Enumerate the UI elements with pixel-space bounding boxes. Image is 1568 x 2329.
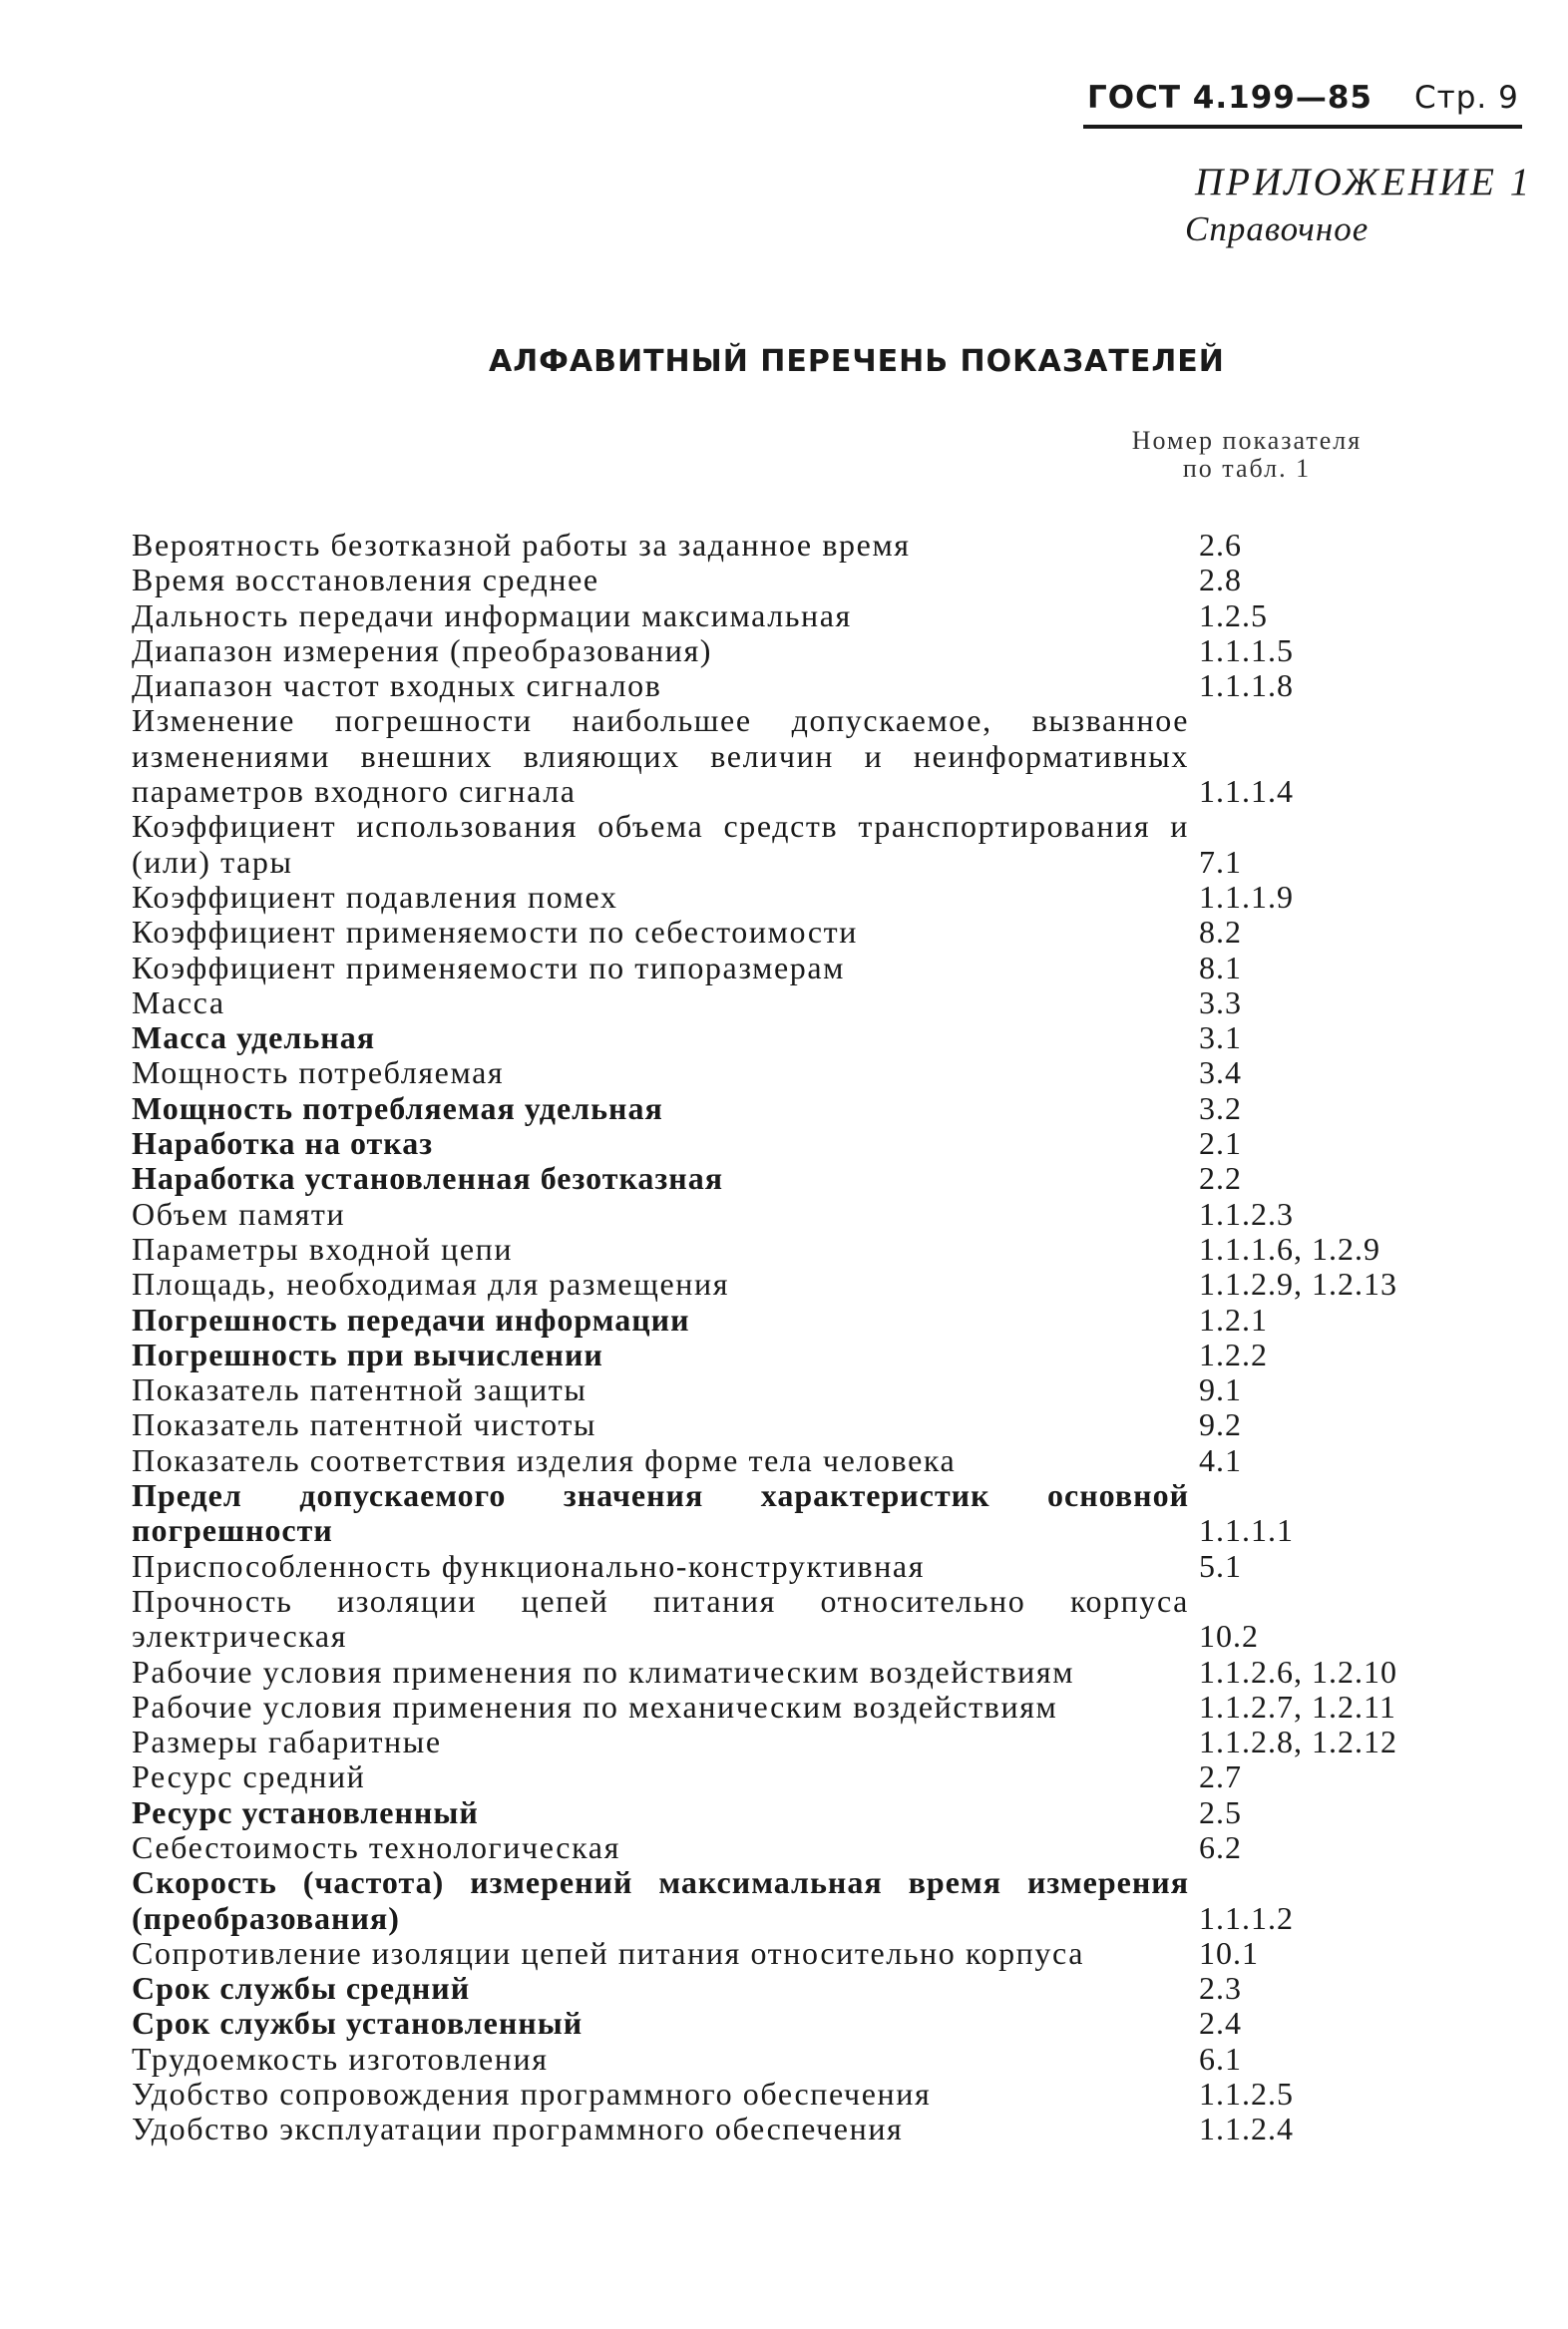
indicator-name: Мощность потребляемая удельная [132, 1089, 663, 1126]
indicator-name: Дальность передачи информации максимальная [132, 596, 852, 633]
indicator-number: 2.8 [1199, 562, 1242, 598]
list-item [132, 1338, 1468, 1372]
indicator-number: 2.7 [1199, 1758, 1242, 1795]
list-item [132, 2112, 1468, 2146]
list-item [132, 1655, 1468, 1690]
page-title: АЛФАВИТНЫЙ ПЕРЕЧЕНЬ ПОКАЗАТЕЛЕЙ [489, 344, 1225, 379]
list-item [132, 951, 1468, 985]
indicator-number: 1.1.2.5 [1199, 2076, 1294, 2113]
indicator-number: 1.1.1.5 [1199, 631, 1294, 668]
appendix-note: Справочное [1185, 209, 1370, 248]
indicator-number: 3.2 [1199, 1089, 1242, 1126]
list-item [132, 1020, 1468, 1055]
indicator-number: 6.2 [1199, 1828, 1242, 1865]
indicator-name: Масса [132, 983, 225, 1020]
list-item [132, 1690, 1468, 1725]
indicator-name: Срок службы установленный [132, 2005, 584, 2042]
indicator-name: Приспособленность функционально-конструктивная [132, 1547, 926, 1584]
indicator-name: Вероятность безотказной работы за заданное время [132, 527, 911, 563]
list-item [132, 1267, 1468, 1302]
list-item [132, 1795, 1468, 1830]
indicator-number: 2.4 [1199, 2005, 1242, 2042]
indicator-number: 8.2 [1199, 914, 1242, 951]
list-item [132, 1478, 1468, 1549]
indicator-name: Погрешность передачи информации [132, 1301, 690, 1338]
column-header-line1: Номер показателя [1131, 426, 1363, 455]
indicator-name: Диапазон частот входных сигналов [132, 667, 662, 704]
indicator-number: 1.1.2.9, 1.2.13 [1199, 1266, 1397, 1303]
list-item [132, 528, 1468, 563]
indicator-name: Срок службы средний [132, 1970, 471, 2007]
indicator-number: 4.1 [1199, 1441, 1242, 1478]
indicator-name: Ресурс средний [132, 1758, 366, 1795]
indicator-number: 6.1 [1199, 2040, 1242, 2077]
indicator-number: 1.1.1.6, 1.2.9 [1199, 1230, 1380, 1267]
indicator-name: Площадь, необходимая для размещения [132, 1266, 730, 1303]
list-item [132, 1091, 1468, 1126]
indicator-name: Показатель патентной чистоты [132, 1406, 597, 1443]
indicator-name: Сопротивление изоляции цепей питания относительно корпуса [132, 1934, 1084, 1971]
indicator-number: 5.1 [1199, 1547, 1242, 1584]
indicator-name: Себестоимость технологическая [132, 1828, 620, 1865]
list-item [132, 1055, 1468, 1090]
list-item [132, 668, 1468, 703]
indicator-name: Наработка на отказ [132, 1125, 434, 1162]
indicator-number: 2.3 [1199, 1970, 1242, 2007]
column-header-line2: по табл. 1 [1182, 454, 1312, 483]
list-item [132, 1936, 1468, 1971]
indicator-number: 3.3 [1199, 983, 1242, 1020]
list-item [132, 1372, 1468, 1407]
page-number: Стр. 9 [1414, 80, 1519, 116]
indicator-name: Масса удельная [132, 1019, 375, 1056]
header-divider [1083, 125, 1522, 129]
list-item [132, 1161, 1468, 1196]
indicator-name: Показатель патентной защиты [132, 1371, 588, 1408]
list-item [132, 1197, 1468, 1232]
list-item [132, 1126, 1468, 1161]
indicator-number: 9.2 [1199, 1406, 1242, 1443]
indicator-name: Удобство сопровождения программного обеспечения [132, 2076, 932, 2113]
indicator-number: 2.6 [1199, 527, 1242, 563]
list-item [132, 915, 1468, 950]
indicator-number: 1.1.2.3 [1199, 1195, 1294, 1232]
list-item [132, 703, 1468, 809]
indicator-name: Изменение погрешности наибольшее допускаемое, вызванное изменениями внешних влияющих величин и неинформативных параметров входного сигнала [132, 702, 1189, 810]
indicator-name: Погрешность при вычислении [132, 1336, 603, 1372]
list-item [132, 985, 1468, 1020]
list-item [132, 1971, 1468, 2006]
indicator-name: Скорость (частота) измерений максимальная время измерения (преобразования) [132, 1864, 1189, 1936]
indicator-name: Размеры габаритные [132, 1724, 442, 1760]
indicator-name: Наработка установленная безотказная [132, 1160, 723, 1197]
indicator-number: 1.1.2.4 [1199, 2111, 1294, 2147]
indicator-list [132, 528, 1468, 2147]
list-item [132, 2006, 1468, 2041]
list-item [132, 1303, 1468, 1338]
indicator-number: 1.1.1.2 [1199, 1899, 1294, 1936]
indicator-name: Рабочие условия применения по климатическим воздействиям [132, 1653, 1075, 1690]
indicator-number: 3.4 [1199, 1054, 1242, 1091]
list-item [132, 563, 1468, 597]
indicator-name: Ресурс установленный [132, 1793, 479, 1830]
indicator-number: 1.1.1.4 [1199, 773, 1294, 810]
indicator-number: 1.1.1.1 [1199, 1512, 1294, 1549]
list-item [132, 598, 1468, 633]
list-item [132, 1549, 1468, 1584]
indicator-number: 1.1.2.6, 1.2.10 [1199, 1653, 1397, 1690]
list-item [132, 1407, 1468, 1442]
indicator-name: Параметры входной цепи [132, 1230, 514, 1267]
indicator-number: 1.2.5 [1199, 596, 1268, 633]
list-item [132, 880, 1468, 915]
list-item [132, 1725, 1468, 1759]
indicator-name: Показатель соответствия изделия форме тела человека [132, 1441, 957, 1478]
indicator-name: Удобство эксплуатации программного обеспечения [132, 2111, 904, 2147]
indicator-number: 1.1.2.8, 1.2.12 [1199, 1724, 1397, 1760]
indicator-name: Время восстановления среднее [132, 562, 599, 598]
list-item [132, 2042, 1468, 2077]
indicator-name: Диапазон измерения (преобразования) [132, 631, 713, 668]
indicator-number: 8.1 [1199, 949, 1242, 985]
indicator-name: Прочность изоляции цепей питания относительно корпуса электрическая [132, 1582, 1189, 1655]
list-item [132, 2077, 1468, 2112]
indicator-number: 10.2 [1199, 1618, 1259, 1655]
standard-number: ГОСТ 4.199—85 [1087, 80, 1372, 116]
list-item [132, 1232, 1468, 1267]
indicator-name: Предел допускаемого значения характеристик основной погрешности [132, 1477, 1189, 1549]
indicator-number: 1.2.1 [1199, 1301, 1268, 1338]
indicator-number: 1.2.2 [1199, 1336, 1268, 1372]
indicator-name: Мощность потребляемая [132, 1054, 505, 1091]
list-item [132, 1865, 1468, 1936]
indicator-name: Коэффициент использования объема средств транспортирования и (или) тары [132, 808, 1189, 880]
page-header [1087, 80, 1519, 116]
indicator-name: Коэффициент применяемости по типоразмерам [132, 949, 846, 985]
indicator-name: Коэффициент подавления помех [132, 878, 618, 915]
indicator-number: 2.5 [1199, 1793, 1242, 1830]
list-item [132, 633, 1468, 668]
indicator-number: 2.1 [1199, 1125, 1242, 1162]
indicator-name: Объем памяти [132, 1195, 346, 1232]
indicator-name: Коэффициент применяемости по себестоимости [132, 914, 858, 951]
list-item [132, 1830, 1468, 1865]
indicator-number: 1.1.2.7, 1.2.11 [1199, 1688, 1396, 1725]
appendix-label: ПРИЛОЖЕНИЕ 1 [1195, 161, 1533, 203]
indicator-number: 9.1 [1199, 1371, 1242, 1408]
indicator-number: 10.1 [1199, 1934, 1259, 1971]
indicator-number: 1.1.1.9 [1199, 878, 1294, 915]
list-item [132, 809, 1468, 880]
indicator-number: 2.2 [1199, 1160, 1242, 1197]
list-item [132, 1759, 1468, 1794]
indicator-name: Рабочие условия применения по механическим воздействиям [132, 1688, 1058, 1725]
indicator-number: 3.1 [1199, 1019, 1242, 1056]
indicator-number: 1.1.1.8 [1199, 667, 1294, 704]
list-item [132, 1584, 1468, 1655]
indicator-name: Трудоемкость изготовления [132, 2040, 549, 2077]
indicator-number: 7.1 [1199, 843, 1242, 880]
column-header [1057, 427, 1436, 483]
list-item [132, 1443, 1468, 1478]
